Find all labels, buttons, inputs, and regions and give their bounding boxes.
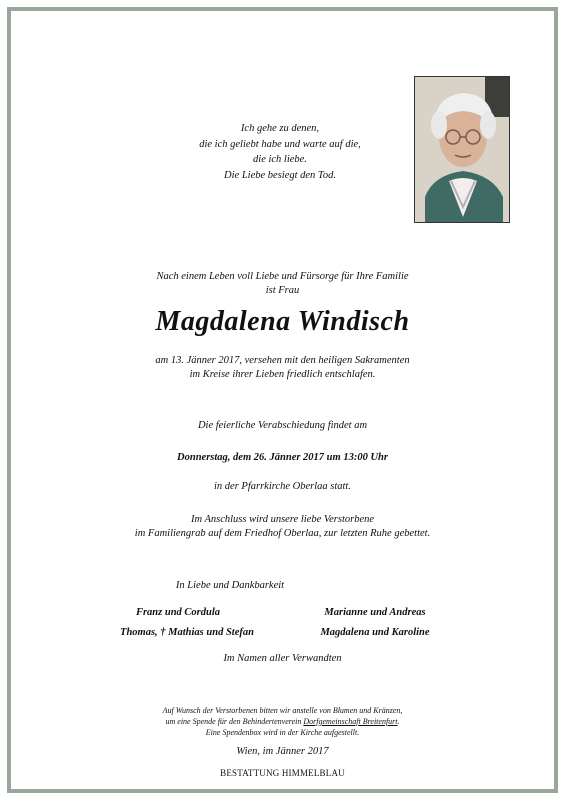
poem-line: Ich gehe zu denen,	[240, 123, 320, 134]
intro-text	[20, 270, 545, 298]
city-date: Wien, im Jänner 2017	[236, 746, 329, 757]
donation-request	[0, 705, 565, 738]
death-notice-line: im Kreise ihrer Lieben friedlich entschlafen.	[189, 369, 376, 380]
mourner-right-2: Magdalena und Karoline	[320, 627, 430, 638]
portrait-photo	[414, 76, 510, 223]
ceremony-date: Donnerstag, dem 26. Jänner 2017 um 13:00 Uhr	[177, 452, 388, 463]
relatives-line: Im Namen aller Verwandten	[223, 653, 342, 664]
love-line: In Liebe und Dankbarkeit	[175, 580, 285, 591]
death-notice-line: am 13. Jänner 2017, versehen mit den heiligen Sakramenten	[155, 355, 410, 366]
burial-line: im Familiengrab auf dem Friedhof Oberlaa, zur letzten Ruhe gebettet.	[134, 528, 431, 539]
poem	[130, 121, 430, 183]
deceased-name: Magdalena Windisch	[155, 306, 410, 337]
mourner-left-2: Thomas, † Mathias und Stefan	[120, 627, 254, 638]
charity-name: Dorfgemeinschaft Breitenfurt	[303, 717, 398, 726]
poem-line: Die Liebe besiegt den Tod.	[224, 169, 336, 181]
poem-line: die ich geliebt habe und warte auf die,	[199, 138, 361, 150]
mourner-right-1: Marianne und Andreas	[324, 607, 426, 618]
burial-text	[20, 513, 545, 541]
request-line	[0, 716, 565, 727]
request-line: Eine Spendenbox wird in der Kirche aufgestellt.	[205, 728, 360, 737]
undertaker-name: BESTATTUNG HIMMELBLAU	[220, 768, 345, 778]
burial-line: Im Anschluss wird unsere liebe Verstorbene	[190, 514, 375, 525]
ceremony-intro: Die feierliche Verabschiedung findet am	[197, 420, 368, 431]
request-text-end: .	[397, 717, 400, 726]
intro-line: ist Frau	[265, 285, 300, 296]
death-notice	[20, 354, 545, 382]
ceremony-place: in der Pfarrkirche Oberlaa statt.	[214, 481, 351, 492]
request-line: Auf Wunsch der Verstorbenen bitten wir anstelle von Blumen und Kränzen,	[162, 706, 403, 715]
mourner-left-1: Franz und Cordula	[135, 607, 221, 618]
portrait-image	[415, 77, 510, 223]
request-text: um eine Spende für den Behindertenverein	[165, 717, 304, 726]
poem-line: die ich liebe.	[253, 154, 307, 165]
intro-line: Nach einem Leben voll Liebe und Fürsorge für Ihre Familie	[156, 271, 409, 282]
